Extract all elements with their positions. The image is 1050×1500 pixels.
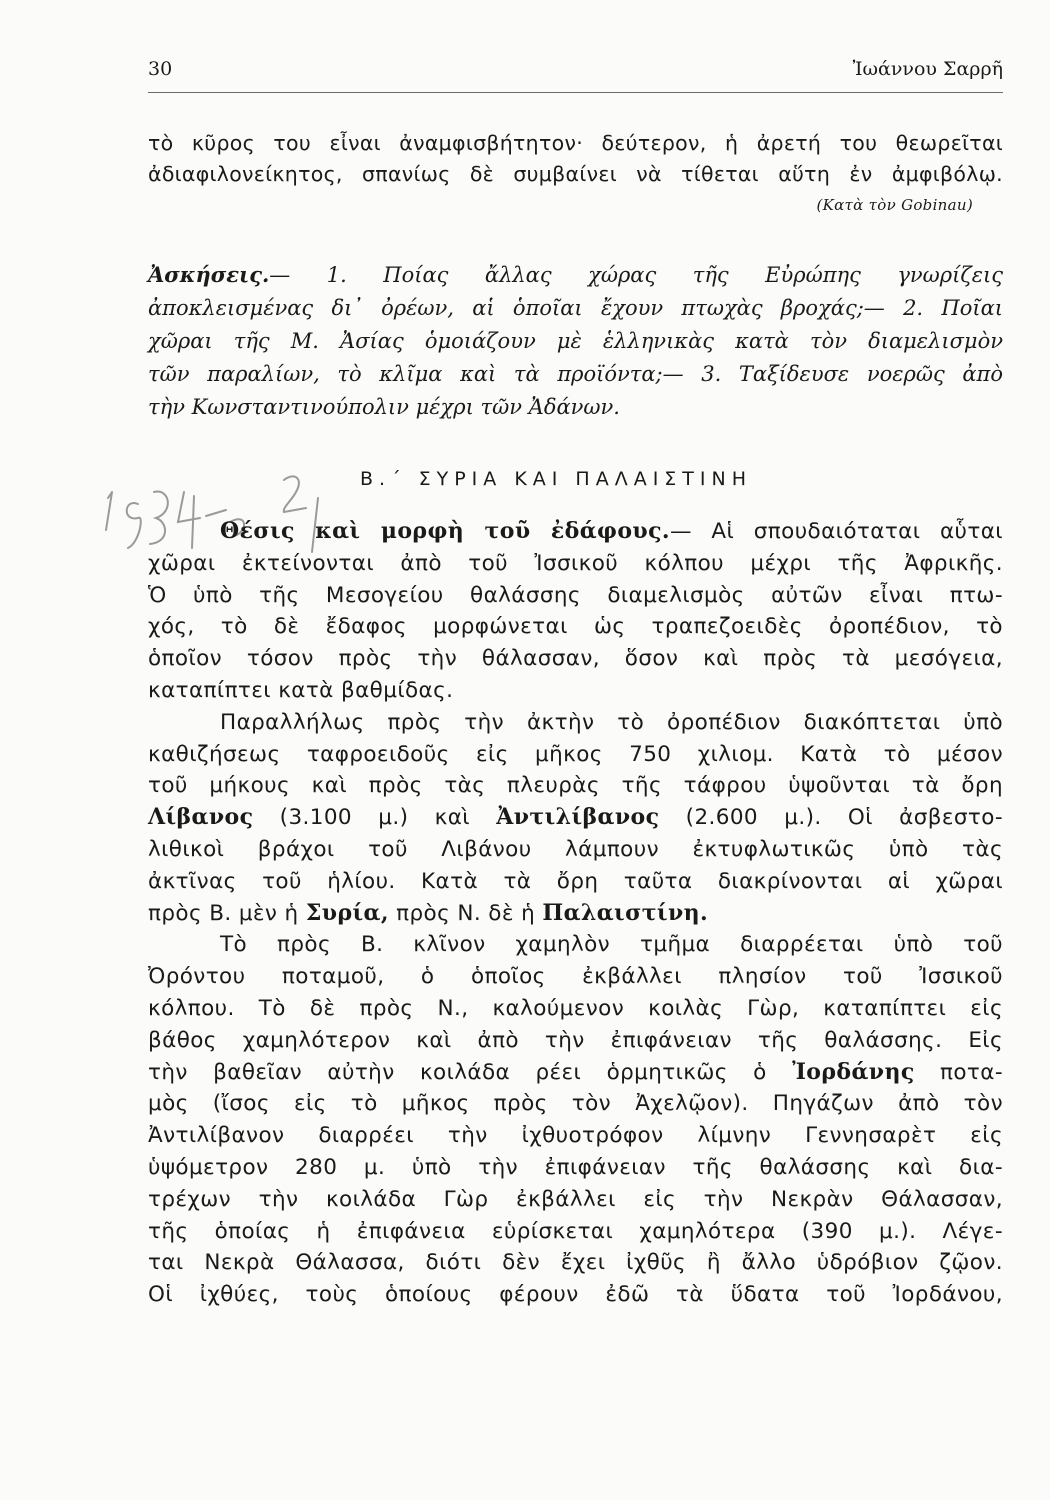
paragraph-line: Ὁ ὑπὸ τῆς Μεσογείου θαλάσσης διαμελισμὸς αὐτῶν εἶναι πτω- [148, 582, 1003, 608]
exercise-line: χῶραι τῆς Μ. Ἀσίας ὁμοιάζουν μὲ ἑλληνικὰς κατὰ τὸν διαμελισμὸν [148, 329, 1003, 353]
paragraph-line: χός, τὸ δὲ ἔδαφος μορφώνεται ὡς τραπεζοειδὲς ὀροπέδιον, τὸ [148, 614, 1003, 640]
paragraph-line [148, 1057, 1003, 1089]
page-number: 30 [148, 58, 173, 80]
exercise-text: — 1. Ποίας ἄλλας χώρας τῆς Εὐρώπης γνωρίζεις [269, 263, 1003, 287]
quote-block [148, 128, 1003, 220]
paragraph-line: Τὸ πρὸς Β. κλῖνον χαμηλὸν τμῆμα διαρρέεται ὑπὸ τοῦ [220, 932, 1003, 958]
running-title: Ἰωάννου Σαρρῆ [852, 58, 1003, 80]
exercise-line [148, 258, 1003, 292]
quote-line: τὸ κῦρος του εἶναι ἀναμφισβήτητον· δεύτερον, ἡ ἀρετή του θεωρεῖται [148, 131, 1003, 155]
paragraph-line: ἀκτῖνας τοῦ ἡλίου. Κατὰ τὰ ὄρη ταῦτα διακρίνονται αἱ χῶραι [148, 868, 1003, 894]
body-text: (3.100 μ.) καὶ [253, 805, 497, 831]
paragraph-line: τῆς ὁποίας ἡ ἐπιφάνεια εὑρίσκεται χαμηλότερα (390 μ.). Λέγε- [148, 1218, 1003, 1244]
subheading-inline: Θέσις καὶ μορφὴ τοῦ ἐδάφους. [220, 518, 670, 544]
body-text: (2.600 μ.). Οἱ ἀσβεστο- [659, 805, 1003, 831]
paragraph-line: Παραλλήλως πρὸς τὴν ἀκτὴν τὸ ὀροπέδιον διακόπτεται ὑπὸ [220, 709, 1003, 735]
exercise-line: τὴν Κωνσταντινούπολιν μέχρι τῶν Ἀδάνων. [148, 395, 620, 419]
exercise-line: τῶν παραλίων, τὸ κλῖμα καὶ τὰ προϊόντα;— 3. Ταξίδευσε νοερῶς ἀπὸ [148, 362, 1003, 386]
paragraph-line: Ἀντιλίβανον διαρρέει τὴν ἰχθυοτρόφον λίμνην Γεννησαρὲτ εἰς [148, 1123, 1003, 1149]
section-heading: Β.΄ ΣΥΡΙΑ ΚΑΙ ΠΑΛΑΙΣΤΙΝΗ [360, 468, 753, 490]
paragraph-line [148, 516, 1003, 548]
exercises-label: Ἀσκήσεις. [148, 262, 270, 287]
place-antilibanos: Ἀντιλίβανος [496, 804, 660, 831]
paragraph-line: κόλπου. Τὸ δὲ πρὸς Ν., καλούμενον κοιλὰς Γὼρ, καταπίπτει εἰς [148, 995, 1003, 1021]
place-syria: Συρία, [305, 899, 389, 926]
paragraph-line: λιθικοὶ βράχοι τοῦ Λιβάνου λάμπουν ἐκτυφλωτικῶς ὑπὸ τὰς [148, 836, 1003, 862]
body-text: πρὸς Β. μὲν ἡ [148, 900, 306, 926]
page-header [148, 58, 1003, 93]
paragraph-line: ὁποῖον τόσον πρὸς τὴν θάλασσαν, ὅσον καὶ πρὸς τὰ μεσόγεια, [148, 646, 1003, 672]
paragraph-line: καθιζήσεως ταφροειδοῦς εἰς μῆκος 750 χιλιομ. Κατὰ τὸ μέσον [148, 741, 1003, 767]
body-text: — Αἱ σπουδαιόταται αὗται [669, 519, 1003, 544]
body-text: τὴν βαθεῖαν αὐτὴν κοιλάδα ρέει ὁρμητικῶς ὁ [148, 1059, 793, 1085]
paragraph-line: ται Νεκρὰ Θάλασσα, διότι δὲν ἔχει ἰχθῦς ἢ ἄλλο ὑδρόβιον ζῷον. [148, 1250, 1003, 1276]
paragraph-line [148, 898, 1003, 930]
paragraph-line: Ὀρόντου ποταμοῦ, ὁ ὁποῖος ἐκβάλλει πλησίον τοῦ Ἰσσικοῦ [148, 964, 1003, 990]
exercises-block [148, 258, 1003, 424]
exercise-line: ἀποκλεισμένας δι᾿ ὀρέων, αἱ ὁποῖαι ἔχουν πτωχὰς βροχάς;— 2. Ποῖαι [148, 296, 1003, 320]
body-text: ποτα- [914, 1059, 1003, 1085]
main-text [148, 516, 1003, 1311]
paragraph-line: καταπίπτει κατὰ βαθμίδας. [148, 677, 454, 703]
quote-attribution: (Κατὰ τὸν Gobinau) [816, 196, 973, 214]
paragraph-line: ὑψόμετρον 280 μ. ὑπὸ τὴν ἐπιφάνειαν τῆς θαλάσσης καὶ δια- [148, 1154, 1003, 1180]
paragraph-line: τρέχων τὴν κοιλάδα Γὼρ ἐκβάλλει εἰς τὴν Νεκρὰν Θάλασσαν, [148, 1186, 1003, 1212]
paragraph-line: χῶραι ἐκτείνονται ἀπὸ τοῦ Ἰσσικοῦ κόλπου μέχρι τῆς Ἀφρικῆς. [148, 550, 1003, 576]
river-iordanis: Ἰορδάνης [792, 1058, 915, 1085]
body-text: πρὸς Ν. δὲ ἡ [388, 900, 543, 926]
place-palaistini: Παλαιστίνη. [542, 899, 709, 926]
paragraph-line: βάθος χαμηλότερον καὶ ἀπὸ τὴν ἐπιφάνειαν τῆς θαλάσσης. Εἰς [148, 1027, 1003, 1053]
paragraph-line: Οἱ ἰχθύες, τοὺς ὁποίους φέρουν ἐδῶ τὰ ὕδατα τοῦ Ἰορδάνου, [148, 1282, 1003, 1308]
place-libanos: Λίβανος [148, 804, 254, 831]
paragraph-line [148, 802, 1003, 834]
quote-line: ἀδιαφιλονείκητος, σπανίως δὲ συμβαίνει νὰ τίθεται αὕτη ἐν ἀμφιβόλῳ. [148, 162, 1003, 186]
paragraph-line: μὸς (ἴσος εἰς τὸ μῆκος πρὸς τὸν Ἀχελῷον). Πηγάζων ἀπὸ τὸν [148, 1091, 1003, 1117]
paragraph-line: τοῦ μήκους καὶ πρὸς τὰς πλευρὰς τῆς τάφρου ὑψοῦνται τὰ ὄρη [148, 773, 1003, 799]
